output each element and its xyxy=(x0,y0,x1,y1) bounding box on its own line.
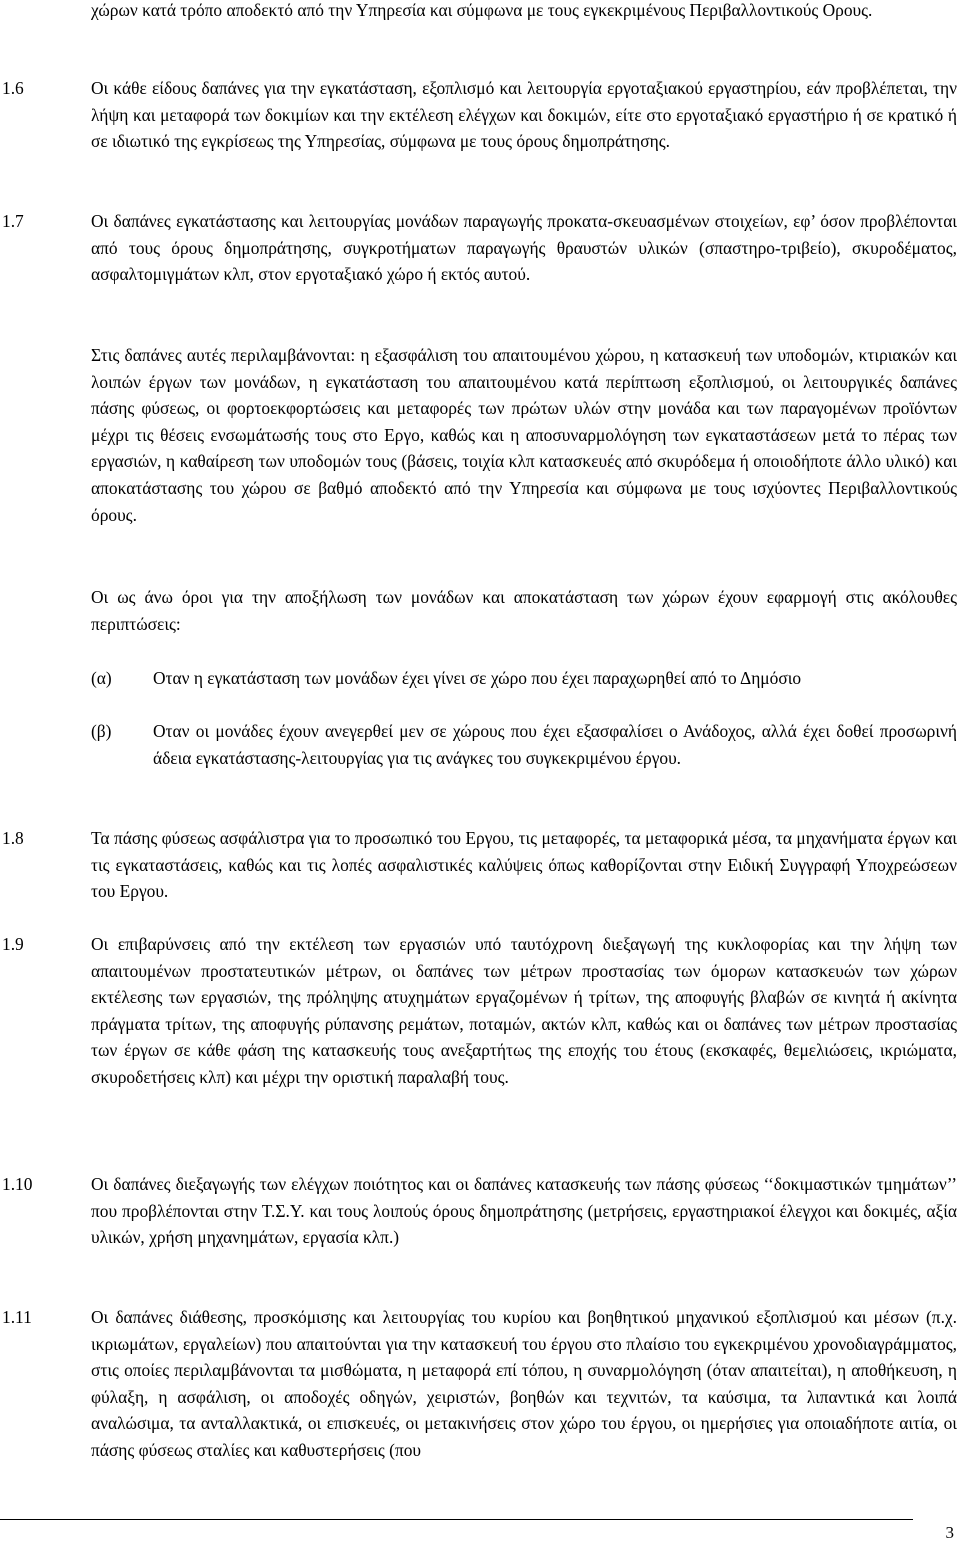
case-text: Οταν οι μονάδες έχουν ανεγερθεί μεν σε χώρους που έχει εξασφαλίσει ο Ανάδοχος, αλλά έχει δοθεί προσωρινή άδεια εγκατάστασης-λειτουργίας για τις ανάγκες του συγκεκριμένου έργου. xyxy=(153,721,957,768)
section-number: 1.11 xyxy=(2,1307,32,1327)
section-text: Τα πάσης φύσεως ασφάλιστρα για το προσωπικό του Εργου, τις μεταφορές, τα μεταφορικά μέσα, τα μηχανήματα έργων και τις εγκαταστάσεις, καθώς και τις λοπές ασφαλιστικές καλύψεις όπως καθορίζονται στην Ειδική Συγγραφή Υποχρεώσεων του Εργου. xyxy=(91,828,957,902)
case-item xyxy=(0,665,960,692)
section-text: Οι κάθε είδους δαπάνες για την εγκατάσταση, εξοπλισμό και λειτουργία εργοταξιακού εργαστηρίου, εάν προβλέπεται, την λήψη και μεταφορά των δοκιμίων και την εκτέλεση ελέγχων και δοκιμών, είτε στο εργοταξιακό εργαστήριο ή σε κρατικό ή σε ιδιωτικό της εγκρίσεως της Υπηρεσίας, σύμφωνα με τους όρους δημοπράτησης. xyxy=(91,78,957,152)
section-number: 1.6 xyxy=(2,78,24,98)
section-1-7 xyxy=(0,208,960,288)
section-text: Οι δαπάνες διεξαγωγής των ελέγχων ποιότητος και οι δαπάνες κατασκευής των πάσης φύσεως ‘‘δοκιμαστικών τμημάτων’’ που προβλέπονται στην Τ.Σ.Υ. και τους λοιπούς όρους δημοπράτησης (μετρήσεις, εργαστηριακοί έλεγχοι και δοκιμές, αξία υλικών, χρήση μηχανημάτων, εργασία κλπ.) xyxy=(91,1174,957,1248)
case-item xyxy=(0,718,960,771)
page-number: 3 xyxy=(945,1523,954,1542)
section-number: 1.8 xyxy=(2,828,24,848)
section-1-6 xyxy=(0,75,960,155)
section-1-8 xyxy=(0,825,960,905)
section-1-7-paragraph-3 xyxy=(0,584,960,637)
case-label: (α) xyxy=(91,668,112,688)
section-text: Οι δαπάνες εγκατάστασης και λειτουργίας μονάδων παραγωγής προκατα-σκευασμένων στοιχείων, εφ’ όσον προβλέπονται από τους όρους δημοπράτησης, συγκροτήματων παραγωγής θραυστών υλικών (σπαστηρο-τριβείο), σκυροδέματος, ασφαλτομιγμάτων κλπ, στον εργοταξιακό χώρο ή εκτός αυτού. xyxy=(91,211,957,285)
section-1-9 xyxy=(0,931,960,1091)
footer-divider xyxy=(0,1519,913,1520)
section-number: 1.10 xyxy=(2,1174,33,1194)
case-text: Οταν η εγκατάσταση των μονάδων έχει γίνει σε χώρο που έχει παραχωρηθεί από το Δημόσιο xyxy=(153,668,802,688)
section-1-11 xyxy=(0,1304,960,1464)
section-number: 1.9 xyxy=(2,934,24,954)
paragraph-text: χώρων κατά τρόπο αποδεκτό από την Υπηρεσία και σύμφωνα με τους εγκεκριμένους Περιβαλλοντικούς Ορους. xyxy=(91,0,873,20)
paragraph-text: Στις δαπάνες αυτές περιλαμβάνονται: η εξασφάλιση του απαιτουμένου χώρου, η κατασκευή των υποδομών, κτιριακών και λοιπών έργων των μονάδων, η εγκατάσταση του απαιτουμένου κατά περίπτωση εξοπλισμού, οι λειτουργικές δαπάνες πάσης φύσεως, οι φορτοεκφορτώσεις και μεταφορές των πρώτων υλών στην μονάδα και των παραγομένων προϊόντων μέχρι τις θέσεις ενσωμάτωσής τους στο Εργο, καθώς και η αποσυναρμολόγηση των εγκαταστάσεων μετά το πέρας των εργασιών, η καθαίρεση των υποδομών τους (βάσεις, τοιχία κλπ κατασκευές από σκυρόδεμα ή οποιοδήποτε άλλο υλικό) και αποκατάστασης του χώρου σε βαθμό αποδεκτό από την Υπηρεσία και σύμφωνα με τους ισχύοντες Περιβαλλοντικούς όρους. xyxy=(91,345,957,525)
paragraph-text: Οι ως άνω όροι για την αποξήλωση των μονάδων και αποκατάσταση των χώρων έχουν εφαρμογή στις ακόλουθες περιπτώσεις: xyxy=(91,587,957,634)
section-text: Οι επιβαρύνσεις από την εκτέλεση των εργασιών υπό ταυτόχρονη διεξαγωγή της κυκλοφορίας και την λήψη των απαιτουμένων προστατευτικών μέτρων, οι δαπάνες των μέτρων προστασίας των όμορων κατασκευών των χώρων εκτέλεσης των εργασιών, της πρόληψης ατυχημάτων εργαζομένων ή τρίτων, της αποφυγής βλαβών σε κινητά ή ακίνητα πράγματα τρίτων, της αποφυγής ρύπανσης ρεμάτων, ποταμών, ακτών κλπ, καθώς και οι δαπάνες των μέτρων προστασίας των έργων σε κάθε φάση της κατασκευής τους ανεξαρτήτως της εποχής του έτους (εκσκαφές, θεμελιώσεις, ικριώματα, σκυροδετήσεις κλπ) και μέχρι την οριστική παραλαβή τους. xyxy=(91,934,957,1087)
section-1-10 xyxy=(0,1171,960,1251)
section-text: Οι δαπάνες διάθεσης, προσκόμισης και λειτουργίας του κυρίου και βοηθητικού μηχανικού εξοπλισμού και μέσων (π.χ. ικριωμάτων, εργαλείων) που απαιτούνται για την κατασκευή του έργου στο πλαίσιο του εγκεκριμένου χρονοδιαγράμματος, στις οποίες περιλαμβάνονται τα μισθώματα, η μεταφορά επί τόπου, η συναρμολόγηση (όταν απαιτείται), η αποθήκευση, η φύλαξη, η ασφάλιση, οι αποδοχές οδηγών, χειριστών, βοηθών και τεχνιτών, τα καύσιμα, τα λιπαντικά και λοιπά αναλώσιμα, τα ανταλλακτικά, οι επισκευές, οι μετακινήσεις στον χώρο του έργου, οι ημερήσιες για οποιαδήποτε αιτία, οι πάσης φύσεως σταλίες και καθυστερήσεις (που xyxy=(91,1307,957,1460)
section-1-7-paragraph-2 xyxy=(0,342,960,528)
case-label: (β) xyxy=(91,721,112,741)
intro-continuation-paragraph xyxy=(0,0,960,24)
section-number: 1.7 xyxy=(2,211,24,231)
